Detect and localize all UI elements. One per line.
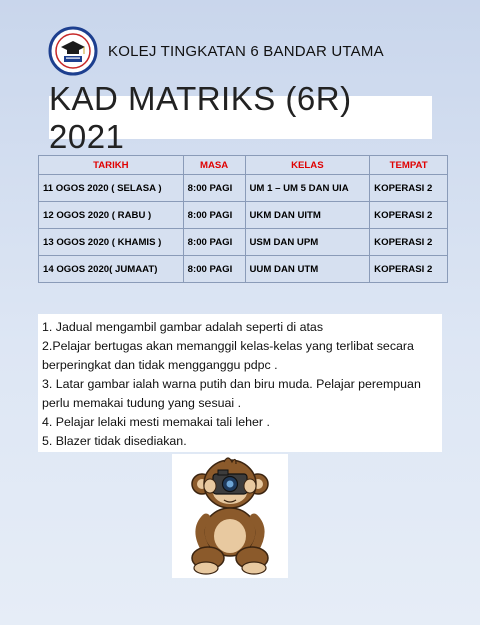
- school-name: KOLEJ TINGKATAN 6 BANDAR UTAMA: [108, 42, 384, 60]
- cell-tarikh: 13 OGOS 2020 ( KHAMIS ): [39, 229, 184, 256]
- column-header-masa: MASA: [183, 156, 245, 175]
- note-item: 4. Pelajar lelaki mesti memakai tali leher .: [42, 415, 270, 429]
- title-box: [49, 79, 432, 155]
- note-item: 3. Latar gambar ialah warna putih dan biru muda. Pelajar perempuan perlu memakai tudung yang sesuai .: [42, 377, 421, 410]
- note-item: 2.Pelajar bertugas akan memanggil kelas-kelas yang terlibat secara berperingkat dan tidak mengganggu pdpc .: [42, 339, 414, 372]
- table-row: [39, 202, 448, 229]
- column-header-kelas: KELAS: [245, 156, 370, 175]
- cell-tempat: KOPERASI 2: [370, 229, 448, 256]
- table-row: [39, 229, 448, 256]
- notes-box: [38, 314, 442, 452]
- cell-masa: 8:00 PAGI: [183, 202, 245, 229]
- monkey-with-camera-icon: [172, 454, 288, 578]
- cell-kelas: USM DAN UPM: [245, 229, 370, 256]
- cell-tempat: KOPERASI 2: [370, 256, 448, 283]
- schedule-table: [38, 155, 448, 283]
- cell-tarikh: 11 OGOS 2020 ( SELASA ): [39, 175, 184, 202]
- table-row: [39, 175, 448, 202]
- column-header-tarikh: TARIKH: [39, 156, 184, 175]
- cell-masa: 8:00 PAGI: [183, 256, 245, 283]
- cell-tarikh: 14 OGOS 2020( JUMAAT): [39, 256, 184, 283]
- column-header-tempat: TEMPAT: [370, 156, 448, 175]
- illustration-box: [172, 454, 288, 578]
- cell-masa: 8:00 PAGI: [183, 229, 245, 256]
- header: [48, 26, 384, 76]
- cell-tempat: KOPERASI 2: [370, 175, 448, 202]
- cell-tempat: KOPERASI 2: [370, 202, 448, 229]
- table-header-row: [39, 156, 448, 175]
- note-item: 5. Blazer tidak disediakan.: [42, 434, 187, 448]
- table-row: [39, 256, 448, 283]
- cell-masa: 8:00 PAGI: [183, 175, 245, 202]
- cell-tarikh: 12 OGOS 2020 ( RABU ): [39, 202, 184, 229]
- page-title: KAD MATRIKS (6R) 2021: [49, 79, 352, 155]
- cell-kelas: UKM DAN UITM: [245, 202, 370, 229]
- college-crest-icon: [48, 26, 98, 76]
- note-item: 1. Jadual mengambil gambar adalah seperti di atas: [42, 320, 324, 334]
- cell-kelas: UM 1 – UM 5 DAN UIA: [245, 175, 370, 202]
- cell-kelas: UUM DAN UTM: [245, 256, 370, 283]
